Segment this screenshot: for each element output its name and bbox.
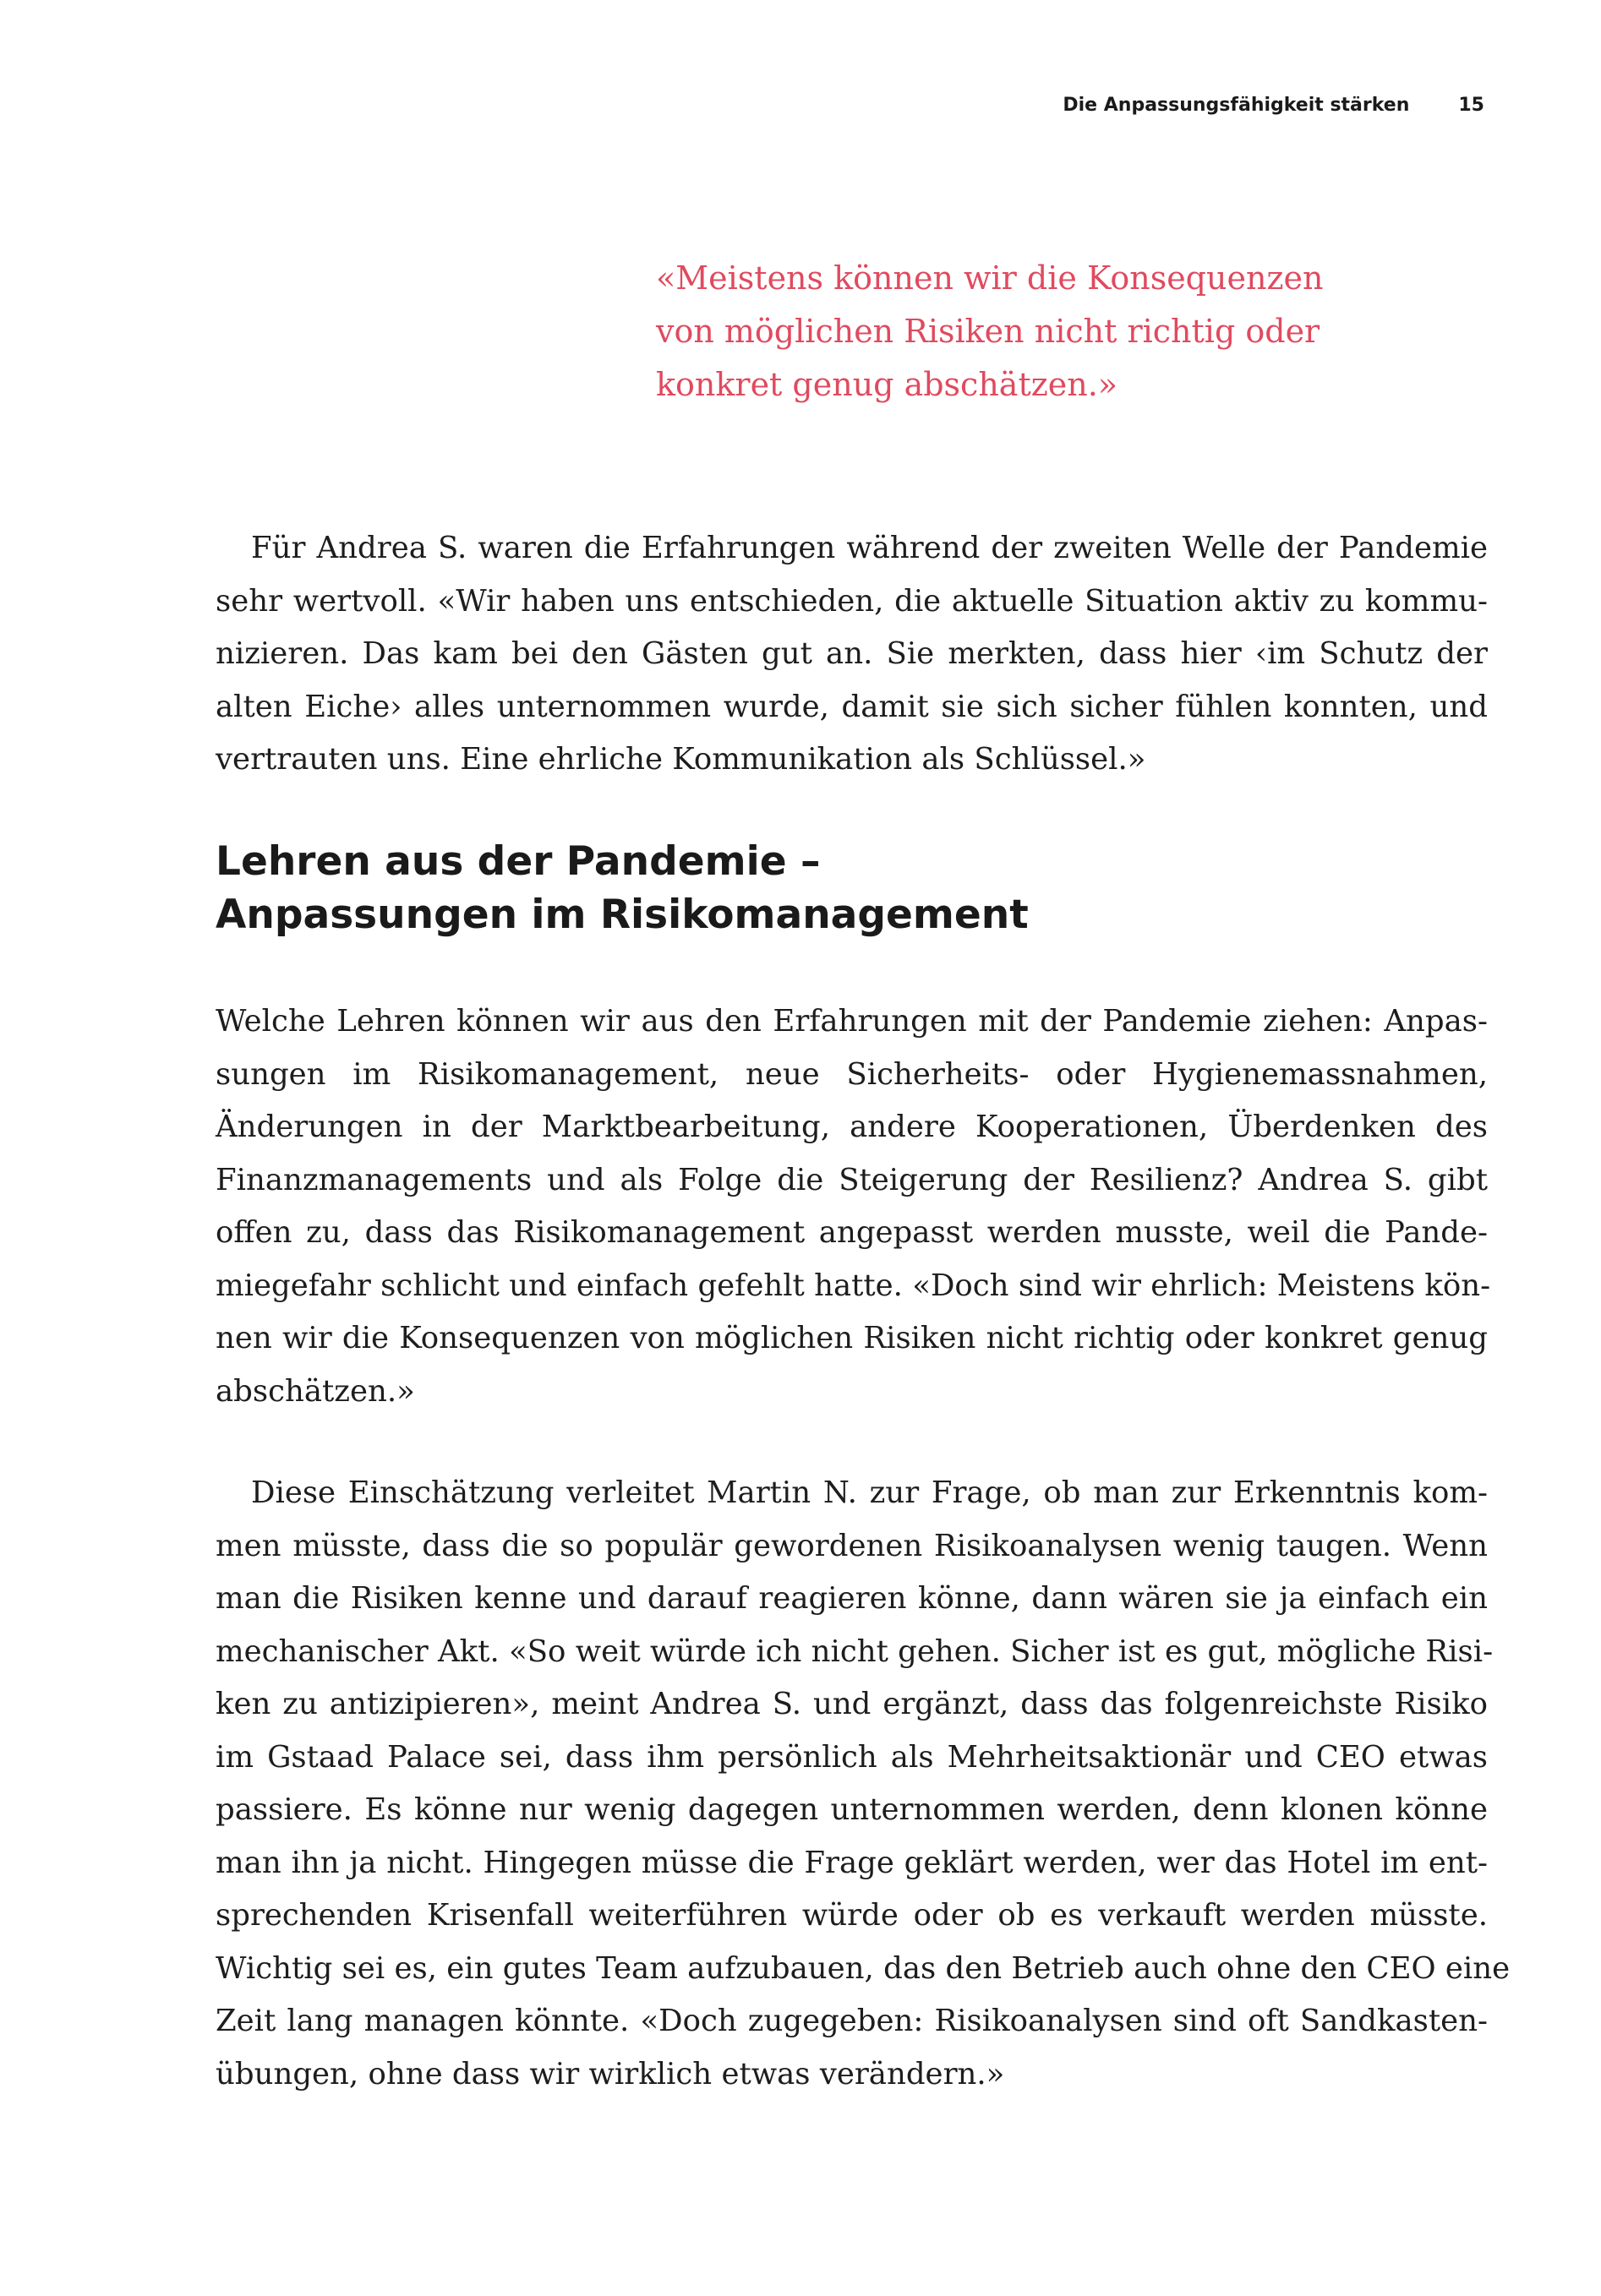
running-head	[930, 95, 1484, 116]
text-line: miegefahr schlicht und einfach gefehlt hatte. «Doch sind wir ehrlich: Meistens kön-	[216, 1268, 1491, 1303]
pull-quote	[656, 252, 1417, 412]
text-line: passiere. Es könne nur wenig dagegen unternommen werden, denn klonen könne	[216, 1792, 1488, 1827]
pull-quote-line: von möglichen Risiken nicht richtig oder	[656, 313, 1320, 350]
text-line: nizieren. Das kam bei den Gästen gut an. Sie merkten, dass hier ‹im Schutz der	[216, 636, 1488, 671]
text-line: alten Eiche› alles unternommen wurde, damit sie sich sicher fühlen konnten, und	[216, 689, 1488, 724]
pull-quote-line: konkret genug abschätzen.»	[656, 366, 1118, 403]
paragraph-andrea-experiences	[216, 522, 1488, 787]
text-line: Welche Lehren können wir aus den Erfahrungen mit der Pandemie ziehen: Anpas-	[216, 1004, 1488, 1039]
text-line: Zeit lang managen könnte. «Doch zugegeben: Risikoanalysen sind oft Sandkasten-	[216, 2004, 1488, 2038]
running-head-section-title: Die Anpassungsfähigkeit stärken	[1063, 95, 1410, 116]
section-heading	[216, 835, 1314, 941]
paragraph-risk-analysis	[216, 1467, 1511, 2101]
text-line: im Gstaad Palace sei, dass ihm persönlich als Mehrheitsaktionär und CEO etwas	[216, 1739, 1488, 1775]
text-line: man ihn ja nicht. Hingegen müsse die Frage geklärt werden, wer das Hotel im ent-	[216, 1845, 1488, 1880]
pull-quote-line: «Meistens können wir die Konsequenzen	[656, 259, 1324, 297]
text-line: sehr wertvoll. «Wir haben uns entschieden, die aktuelle Situation aktiv zu kommu-	[216, 583, 1488, 619]
text-line: vertrauten uns. Eine ehrliche Kommunikation als Schlüssel.»	[216, 742, 1146, 777]
section-heading-line-1: Lehren aus der Pandemie –	[216, 838, 821, 885]
text-line: ken zu antizipieren», meint Andrea S. und ergänzt, dass das folgenreichste Risiko	[216, 1687, 1488, 1721]
text-line: übungen, ohne dass wir wirklich etwas verändern.»	[216, 2056, 1005, 2091]
section-heading-line-2: Anpassungen im Risikomanagement	[216, 892, 1029, 938]
text-line: nen wir die Konsequenzen von möglichen Risiken nicht richtig oder konkret genug	[216, 1321, 1488, 1355]
page-number: 15	[1458, 95, 1484, 116]
text-line: men müsste, dass die so populär gewordenen Risikoanalysen wenig taugen. Wenn	[216, 1528, 1488, 1563]
text-line: mechanischer Akt. «So weit würde ich nicht gehen. Sicher ist es gut, mögliche Risi-	[216, 1633, 1494, 1669]
paragraph-lessons	[216, 995, 1491, 1418]
text-line: Wichtig sei es, ein gutes Team aufzubauen, das den Betrieb auch ohne den CEO eine	[216, 1950, 1511, 1986]
text-line: sprechenden Krisenfall weiterführen würde oder ob es verkauft werden müsste.	[216, 1898, 1488, 1933]
text-line: Diese Einschätzung verleitet Martin N. zur Frage, ob man zur Erkenntnis kom-	[251, 1475, 1488, 1510]
text-line: abschätzen.»	[216, 1373, 415, 1409]
text-line: Finanzmanagements und als Folge die Steigerung der Resilienz? Andrea S. gibt	[216, 1162, 1488, 1197]
text-line: sungen im Risikomanagement, neue Sicherheits- oder Hygienemassnahmen,	[216, 1056, 1488, 1092]
text-line: Änderungen in der Marktbearbeitung, andere Kooperationen, Überdenken des	[216, 1110, 1488, 1144]
text-line: offen zu, dass das Risikomanagement angepasst werden musste, weil die Pande-	[216, 1215, 1488, 1250]
text-line: Für Andrea S. waren die Erfahrungen während der zweiten Welle der Pandemie	[251, 531, 1488, 565]
text-line: man die Risiken kenne und darauf reagieren könne, dann wären sie ja einfach ein	[216, 1581, 1488, 1616]
